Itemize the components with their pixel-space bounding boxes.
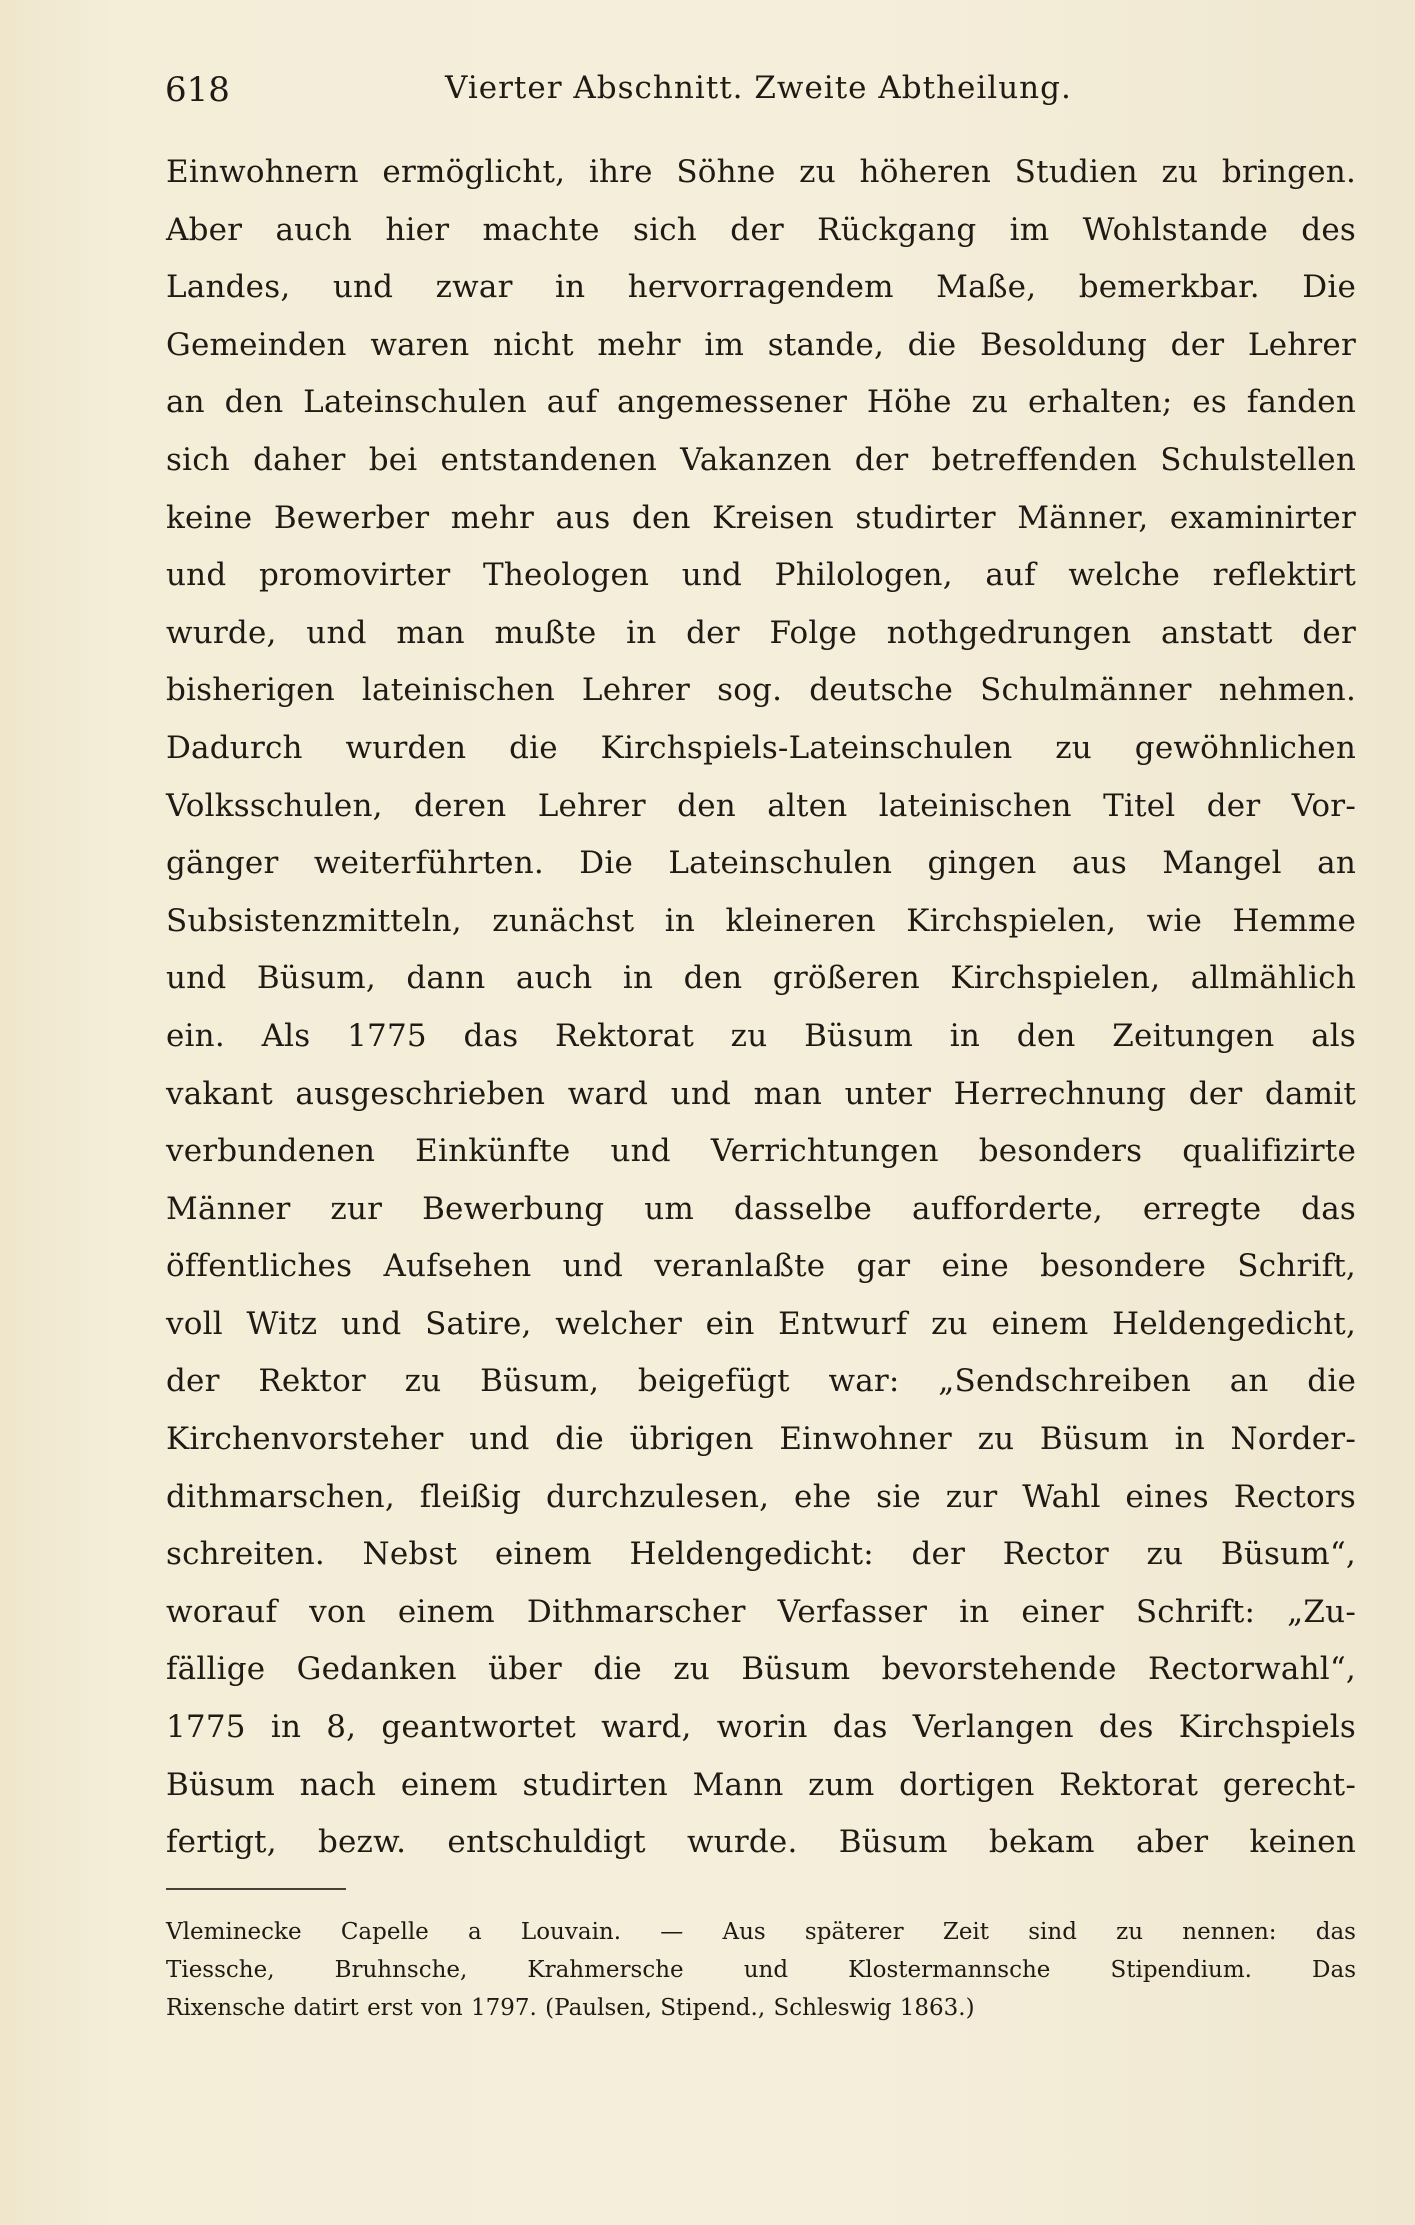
text-line: voll Witz und Satire, welcher ein Entwurf zu einem Heldengedicht, [166,1305,1356,1342]
text-line: Dadurch wurden die Kirchspiels-Lateinschulen zu gewöhnlichen [166,729,1356,766]
text-line: bisherigen lateinischen Lehrer sog. deutsche Schulmänner nehmen. [166,672,1356,709]
body-text [166,144,1356,1872]
footnote [166,1913,1356,2027]
text-line: ein. Als 1775 das Rektorat zu Büsum in den Zeitungen als [166,1017,1356,1054]
text-line: verbundenen Einkünfte und Verrichtungen besonders qualifizirte [166,1133,1356,1170]
text-line: Aber auch hier machte sich der Rückgang im Wohlstande des [166,211,1356,248]
text-line: der Rektor zu Büsum, beigefügt war: „Sendschreiben an die [166,1363,1356,1400]
text-line: Gemeinden waren nicht mehr im stande, die Besoldung der Lehrer [166,326,1356,363]
text-line: Büsum nach einem studirten Mann zum dortigen Rektorat gerecht- [166,1766,1356,1803]
text-line: sich daher bei entstandenen Vakanzen der betreffenden Schulstellen [166,441,1356,478]
text-line: worauf von einem Dithmarscher Verfasser in einer Schrift: „Zu- [166,1593,1356,1630]
text-line: Subsistenzmitteln, zunächst in kleineren Kirchspielen, wie Hemme [166,902,1356,939]
running-head [165,60,1315,120]
text-line: an den Lateinschulen auf angemessener Höhe zu erhalten; es fanden [166,384,1356,421]
text-line: wurde, und man mußte in der Folge nothgedrungen anstatt der [166,614,1356,651]
text-line: 1775 in 8, geantwortet ward, worin das Verlangen des Kirchspiels [166,1709,1356,1746]
footnote-line: Vleminecke Capelle a Louvain. — Aus späterer Zeit sind zu nennen: das [166,1919,1356,1945]
footnote-line: Rixensche datirt erst von 1797. (Paulsen, Stipend., Schleswig 1863.) [166,1995,975,2021]
text-line: Männer zur Bewerbung um dasselbe aufforderte, erregte das [166,1190,1356,1227]
text-line: gänger weiterführten. Die Lateinschulen gingen aus Mangel an [166,845,1356,882]
text-line: fertigt, bezw. entschuldigt wurde. Büsum bekam aber keinen [166,1824,1356,1861]
running-head-title: Vierter Abschnitt. Zweite Abtheilung. [445,70,1072,106]
text-line: Kirchenvorsteher und die übrigen Einwohner zu Büsum in Norder- [166,1421,1356,1458]
text-line: und Büsum, dann auch in den größeren Kirchspielen, allmählich [166,960,1356,997]
text-line: dithmarschen, fleißig durchzulesen, ehe sie zur Wahl eines Rectors [166,1478,1356,1515]
text-line: Volksschulen, deren Lehrer den alten lateinischen Titel der Vor- [166,787,1356,824]
footnote-line: Tiessche, Bruhnsche, Krahmersche und Klostermannsche Stipendium. Das [166,1957,1356,1983]
text-line: und promovirter Theologen und Philologen, auf welche reflektirt [166,557,1356,594]
text-line: vakant ausgeschrieben ward und man unter Herrechnung der damit [166,1075,1356,1112]
text-line: schreiten. Nebst einem Heldengedicht: der Rector zu Büsum“, [166,1536,1356,1573]
text-line: fällige Gedanken über die zu Büsum bevorstehende Rectorwahl“, [166,1651,1356,1688]
page-number: 618 [165,70,230,110]
footnote-rule [166,1888,346,1890]
text-line: keine Bewerber mehr aus den Kreisen studirter Männer, examinirter [166,499,1356,536]
text-line: Landes, und zwar in hervorragendem Maße, bemerkbar. Die [166,269,1356,306]
text-line: öffentliches Aufsehen und veranlaßte gar eine besondere Schrift, [166,1248,1356,1285]
text-line: Einwohnern ermöglicht, ihre Söhne zu höheren Studien zu bringen. [166,154,1356,190]
